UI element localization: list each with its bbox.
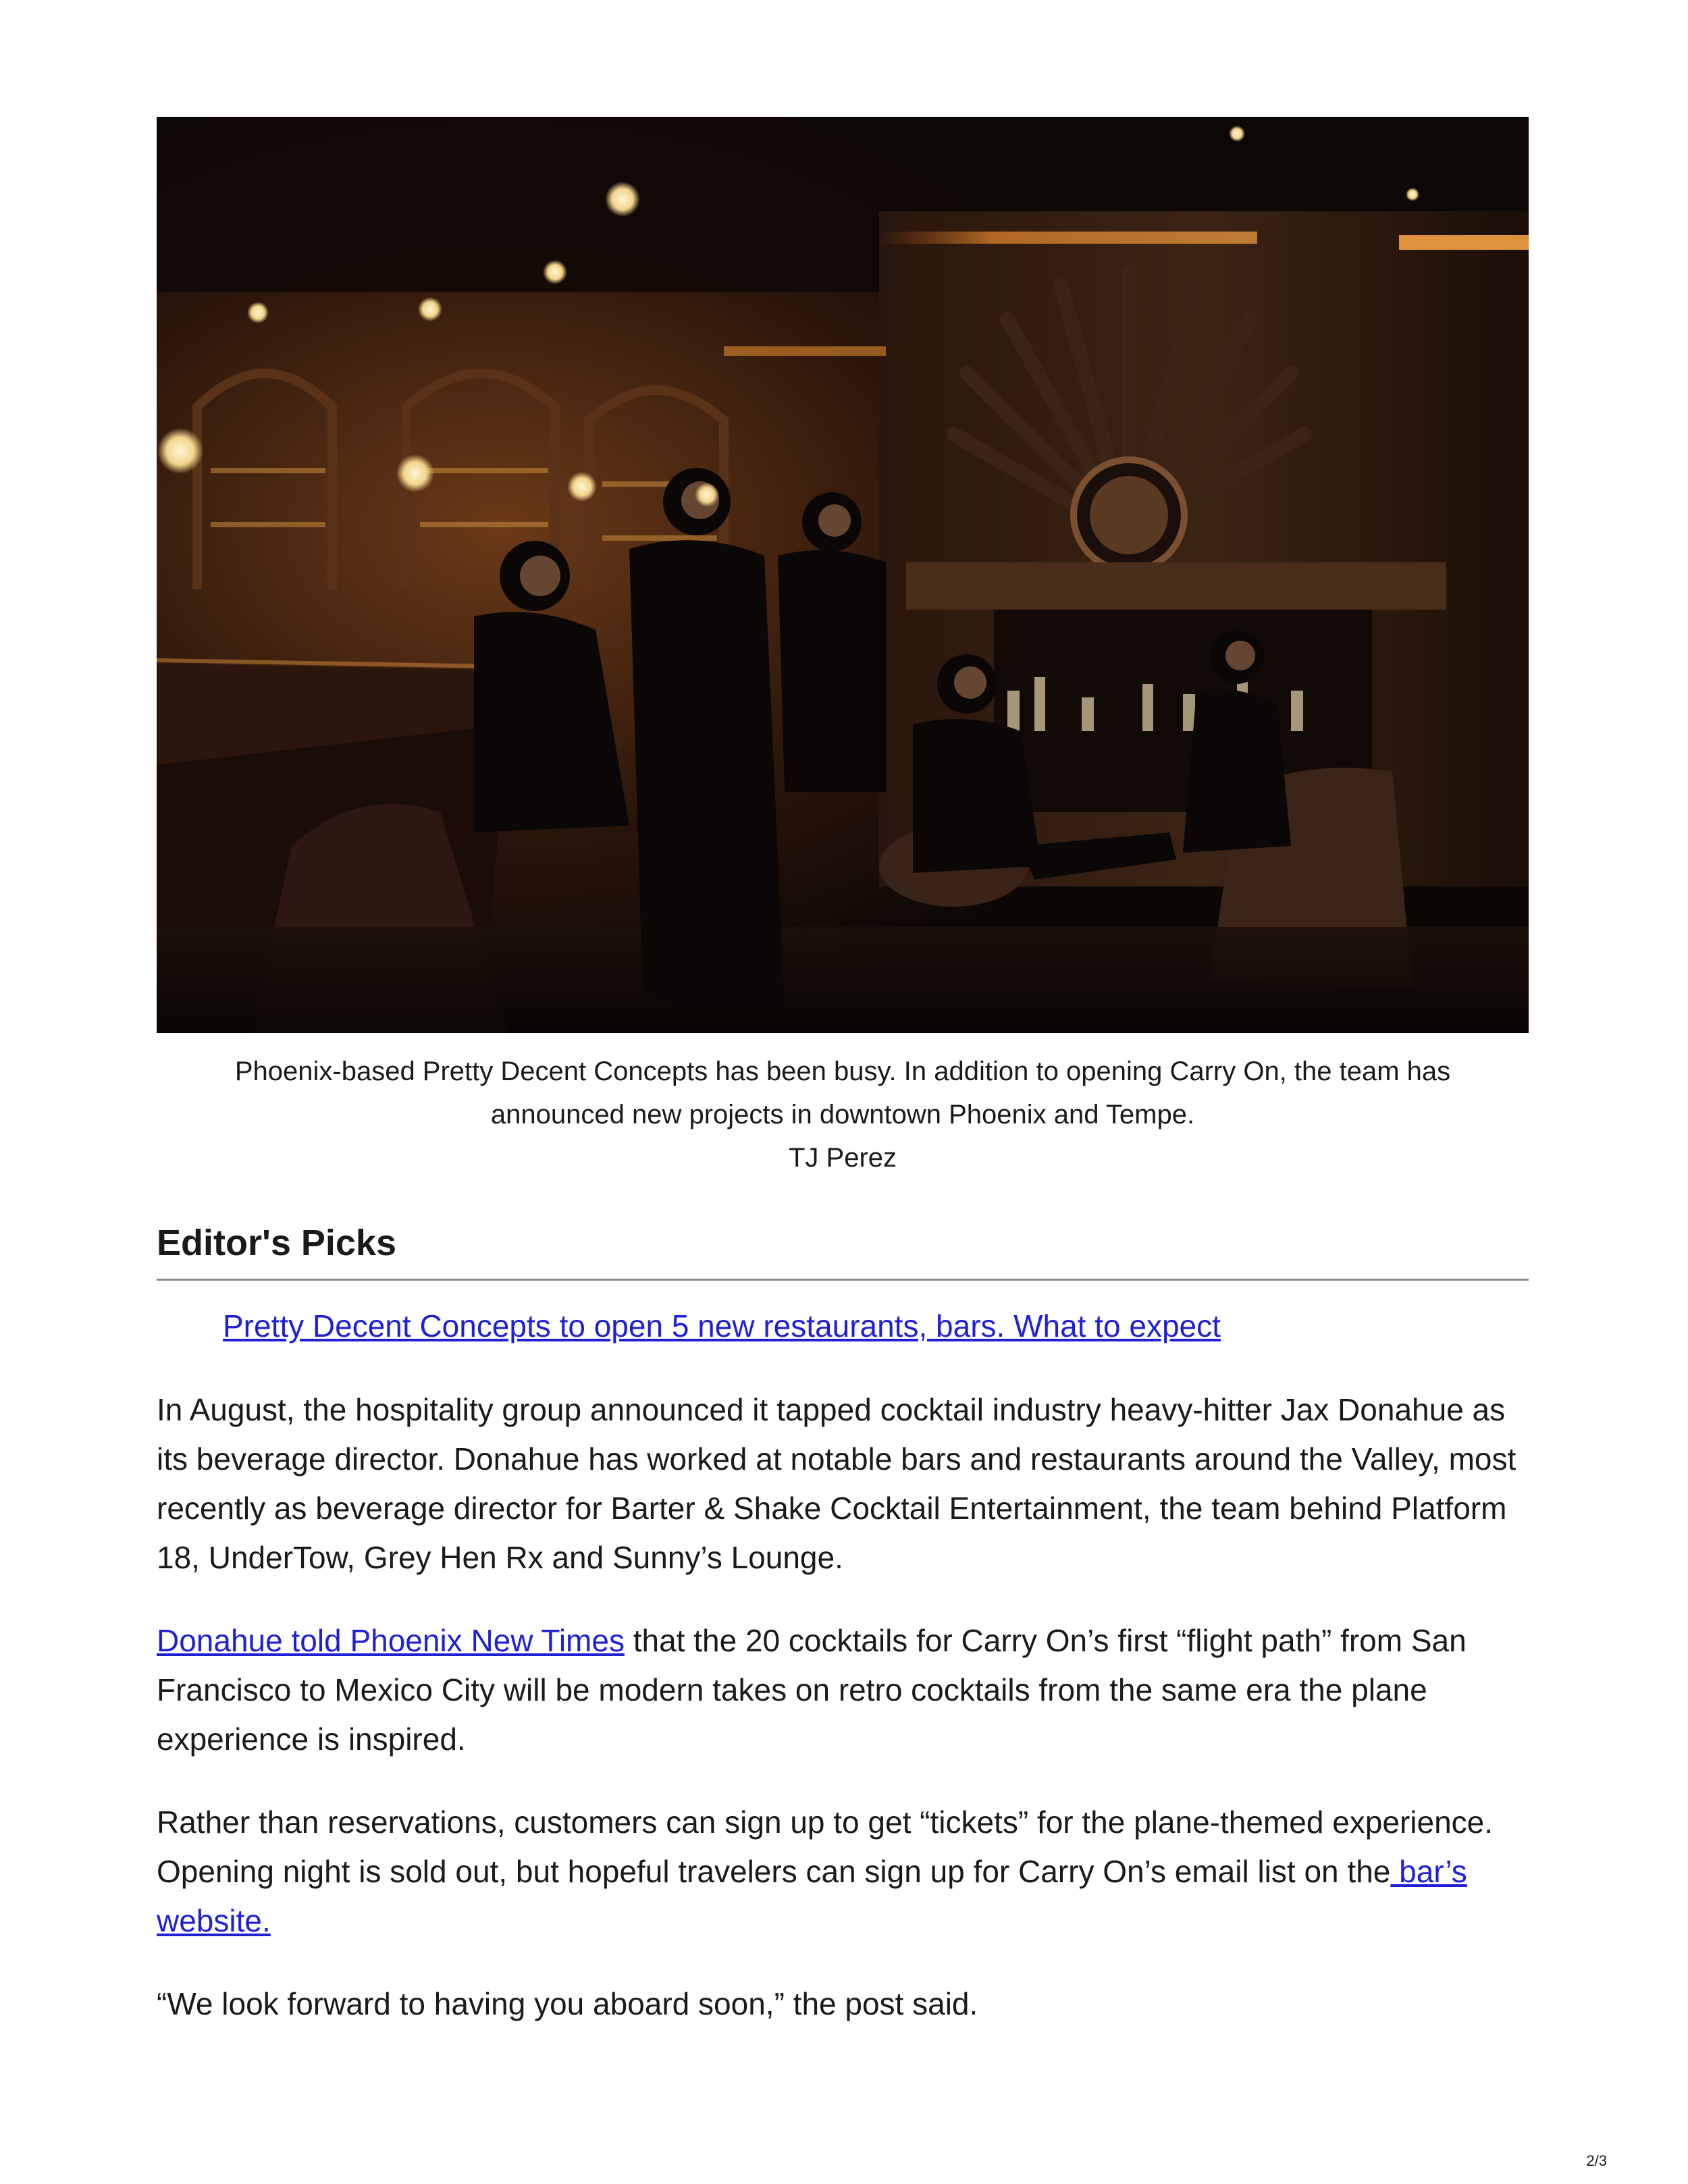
article-paragraph: In August, the hospitality group announced it tapped cocktail industry heavy-hitter Jax Donahue as its beverage director. Donahue has worked at notable bars and restaurants around the Valley, most recently as beverage director for Barter & Shake Cocktail Entertainment, the team behind Platform 18, UnderTow, Grey Hen Rx and Sunny’s Lounge. — [157, 1392, 1516, 1575]
section-divider — [157, 1279, 1529, 1281]
paragraph-text: Rather than reservations, customers can sign up to get “tickets” for the plane-themed experience. Opening night is sold out, but hopeful travelers can sign up for Carry On’s email list on the — [157, 1805, 1494, 1889]
bar-website-link[interactable]: bar’s website. — [157, 1854, 1467, 1938]
paragraph-text: that the 20 cocktails for Carry On’s first “flight path” from San Francisco to Mexico City will be modern takes on retro cocktails from the same era the plane experience is inspired. — [157, 1623, 1467, 1757]
page-number: 2/3 — [1586, 2152, 1607, 2169]
article-photo — [157, 117, 1529, 1033]
editors-pick-link[interactable]: Pretty Decent Concepts to open 5 new restaurants, bars. What to expect — [223, 1308, 1221, 1343]
photo-credit: TJ Perez — [788, 1143, 897, 1173]
new-times-link[interactable]: Donahue told Phoenix New Times — [157, 1623, 625, 1658]
caption-line: announced new projects in downtown Phoenix and Tempe. — [490, 1100, 1195, 1129]
editors-picks-heading: Editor's Picks — [157, 1223, 396, 1263]
article-paragraph — [157, 1798, 1534, 1946]
caption-line: Phoenix-based Pretty Decent Concepts has been busy. In addition to opening Carry On, the team has — [234, 1057, 1451, 1086]
article-paragraph: “We look forward to having you aboard soon,” the post said. — [157, 1986, 978, 2021]
article-paragraph — [157, 1616, 1534, 1764]
photo-caption — [157, 1050, 1529, 1179]
bar-interior-photo — [157, 117, 1529, 1033]
